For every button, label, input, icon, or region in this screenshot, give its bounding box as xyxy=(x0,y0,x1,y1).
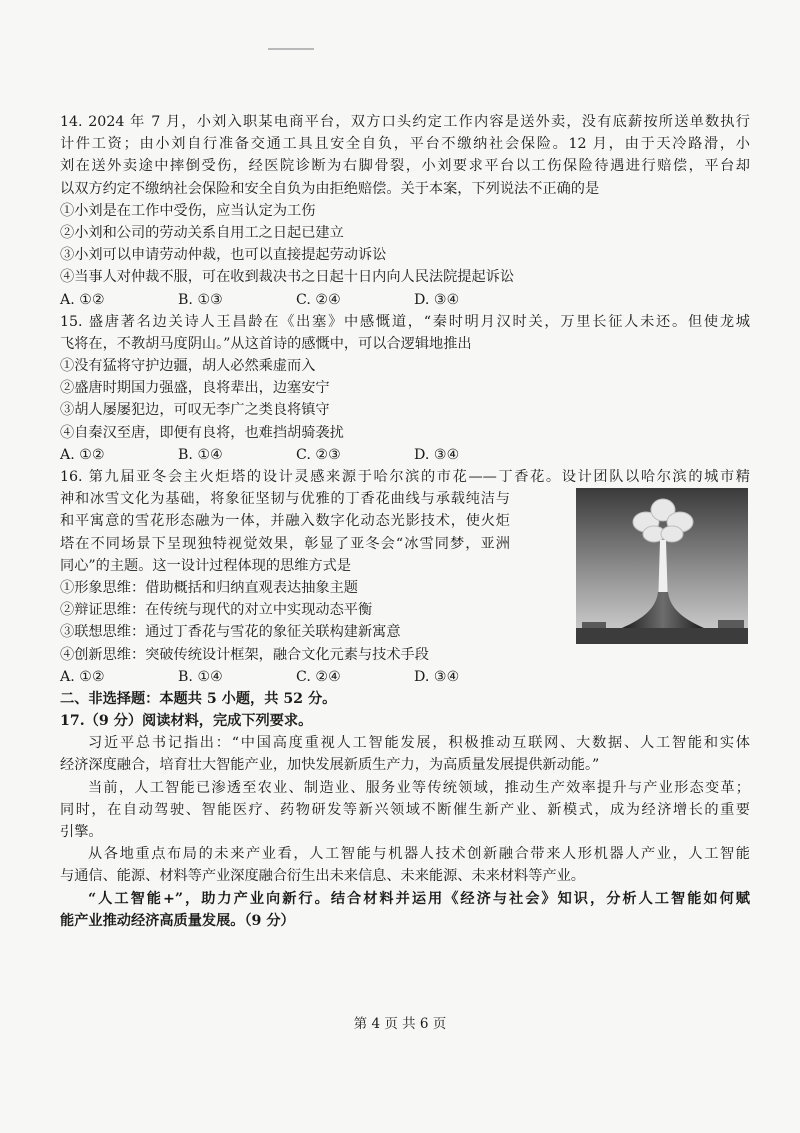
answer-options xyxy=(60,444,750,466)
material-line: 引擎。 xyxy=(60,824,103,840)
material-line: 当前，人工智能已渗透至农业、制造业、服务业等传统领域，推动生产效率提升与产业形态变革； xyxy=(88,779,750,796)
scan-mark xyxy=(268,48,314,50)
task-line: 能产业推动经济高质量发展。（9 分） xyxy=(60,912,295,929)
question-16 xyxy=(60,466,750,688)
statement-item: ④当事人对仲裁不服，可在收到裁决书之日起十日内向人民法院提起诉讼 xyxy=(60,269,515,286)
option-c: C. ②③ xyxy=(296,446,341,463)
option-c: C. ②④ xyxy=(296,291,341,308)
question-17 xyxy=(60,710,750,932)
task-line: “人工智能+”，助力产业向新行。结合材料并运用《经济与社会》知识，分析人工智能如何赋 xyxy=(88,890,750,907)
question-text-line: 塔在不同场景下呈现独特视觉效果，彰显了亚冬会“冰雪同梦，亚洲 xyxy=(60,535,510,552)
material-line: 同时，在自动驾驶、智能医疗、药物研发等新兴领域不断催生新产业、新模式，成为经济增长的重要 xyxy=(60,801,750,818)
question-text-line: 飞将在，不教胡马度阴山。”从这首诗的感慨中，可以合逻辑地推出 xyxy=(60,335,472,352)
material-line: 从各地重点布局的未来产业看，人工智能与机器人技术创新融合带来人形机器人产业，人工智能 xyxy=(88,846,750,863)
option-b: B. ①④ xyxy=(178,446,223,463)
torch-tower-photo xyxy=(576,488,748,644)
option-a: A. ①② xyxy=(60,291,105,308)
page-footer: 第 4 页 共 6 页 xyxy=(353,1016,447,1032)
question-text-line: 同心”的主题。这一设计过程体现的思维方式是 xyxy=(60,557,352,574)
statement-item: ②盛唐时期国力强盛，良将辈出，边塞安宁 xyxy=(60,380,330,397)
option-b: B. ①④ xyxy=(178,668,223,685)
option-d: D. ③④ xyxy=(414,668,460,685)
statement-item: ③小刘可以申请劳动仲裁，也可以直接提起劳动诉讼 xyxy=(60,247,387,264)
option-a: A. ①② xyxy=(60,668,105,685)
statement-item: ③联想思维：通过丁香花与雪花的象征关联构建新寓意 xyxy=(60,624,401,641)
option-a: A. ①② xyxy=(60,446,105,463)
option-c: C. ②④ xyxy=(296,668,341,685)
statement-item: ①形象思维：借助概括和归纳直观表达抽象主题 xyxy=(60,579,358,596)
statement-item: ①没有猛将守护边疆，胡人必然乘虚而入 xyxy=(60,358,316,375)
material-line: 习近平总书记指出：“中国高度重视人工智能发展，积极推动互联网、大数据、人工智能和实体 xyxy=(88,735,750,752)
question-text-line: 14. 2024 年 7 月，小刘入职某电商平台，双方口头约定工作内容是送外卖，没有底薪按所送单数执行 xyxy=(60,114,750,130)
question-text-line: 计件工资；由小刘自行准备交通工具且安全自负，平台不缴纳社会保险。12 月，由于天冷路滑，小 xyxy=(60,136,750,153)
question-14 xyxy=(60,111,750,311)
question-text-line: 15. 盛唐著名边关诗人王昌龄在《出塞》中感慨道，“秦时明月汉时关，万里长征人未还。但使龙城 xyxy=(60,313,750,330)
material-line: 与通信、能源、材料等产业深度融合衍生出未来信息、未来能源、未来材料等产业。 xyxy=(60,868,585,885)
statement-item: ①小刘是在工作中受伤，应当认定为工伤 xyxy=(60,202,316,219)
question-text-line: 以双方约定不缴纳社会保险和安全自负为由拒绝赔偿。关于本案，下列说法不正确的是 xyxy=(60,180,600,197)
question-text-line: 神和冰雪文化为基础，将象征坚韧与优雅的丁香花曲线与承载纯洁与 xyxy=(60,491,510,508)
statement-item: ②辩证思维：在传统与现代的对立中实现动态平衡 xyxy=(60,602,373,619)
answer-options xyxy=(60,666,750,688)
question-text-line: 和平寓意的雪花形态融为一体，并融入数字化动态光影技术，使火炬 xyxy=(60,513,510,530)
section-heading: 二、非选择题：本题共 5 小题，共 52 分。 xyxy=(60,690,337,707)
option-d: D. ③④ xyxy=(414,291,460,308)
answer-options xyxy=(60,289,750,311)
question-text-line: 16. 第九届亚冬会主火炬塔的设计灵感来源于哈尔滨的市花——丁香花。设计团队以哈尔滨的城市精 xyxy=(60,469,750,485)
option-d: D. ③④ xyxy=(414,446,460,463)
page-content xyxy=(60,111,750,932)
statement-item: ②小刘和公司的劳动关系自用工之日起已建立 xyxy=(60,224,344,241)
statement-item: ③胡人屡屡犯边，可叹无李广之类良将镇守 xyxy=(60,402,330,419)
option-b: B. ①③ xyxy=(178,291,223,308)
question-15 xyxy=(60,311,750,466)
question-title: 17.（9 分）阅读材料，完成下列要求。 xyxy=(60,713,313,730)
statement-item: ④创新思维：突破传统设计框架，融合文化元素与技术手段 xyxy=(60,646,429,663)
statement-item: ④自秦汉至唐，即便有良将，也难挡胡骑袭扰 xyxy=(60,424,344,441)
material-line: 经济深度融合，培育壮大智能产业，加快发展新质生产力，为高质量发展提供新动能。” xyxy=(60,757,600,774)
question-text-line: 刘在送外卖途中摔倒受伤，经医院诊断为右脚骨裂，小刘要求平台以工伤保险待遇进行赔偿，平台却 xyxy=(60,158,750,175)
